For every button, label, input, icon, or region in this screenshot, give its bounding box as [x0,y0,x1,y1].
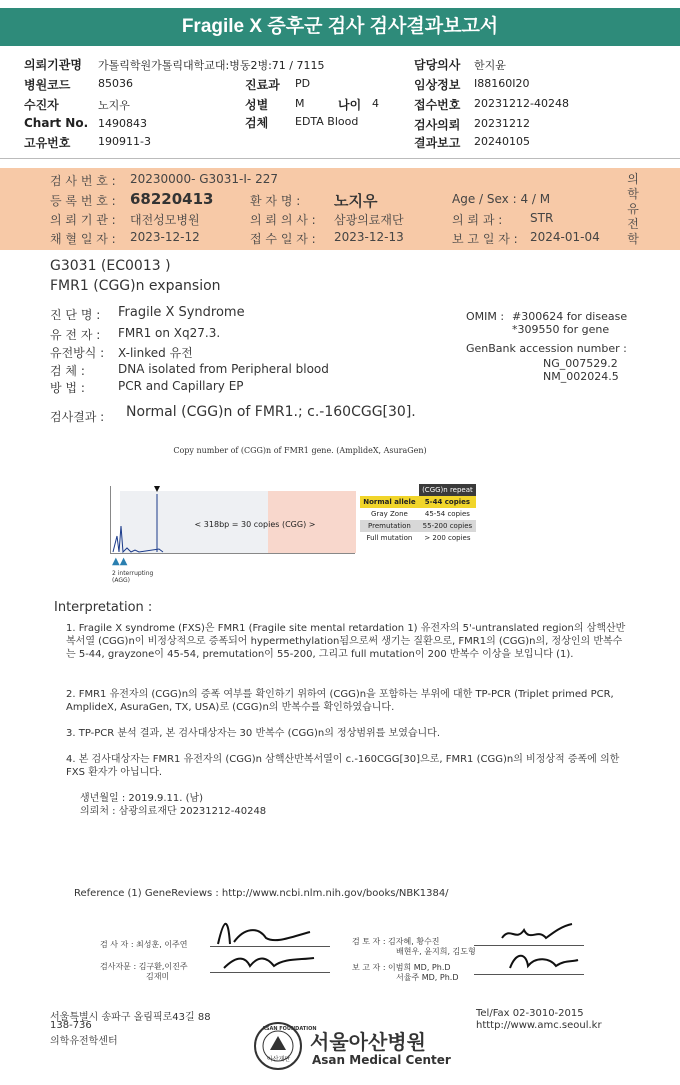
patient-band [0,168,680,250]
dept-label: 진료과 [245,78,280,92]
recipient-value: 노지우 [98,99,130,112]
seal-inner: 아산재단 [267,1056,291,1063]
tester: 검 사 자 : 최성훈, 이주연 [100,940,188,949]
copy-box-label: < 318bp = 30 copies (CGG) > [194,520,316,529]
figure-caption: Copy number of (CGG)n of FMR1 gene. (AmplideX, AsuraGen) [173,446,427,455]
sex-label: 성별 [245,98,269,112]
gene-label: 유 전 자 : [50,328,101,342]
address3: 의학유전학센터 [50,1036,118,1047]
omim-label: OMIM : [466,310,505,323]
test-code: G3031 (EC0013 ) [50,258,171,274]
test-no-value: 20230000- G3031-I- 227 [130,172,278,186]
repeat-header: (CGG)n repeat [419,484,476,496]
band-report-value: 2024-01-04 [530,230,600,244]
reference: Reference (1) GeneReviews : http://www.ncbi.nlm.nih.gov/books/NBK1384/ [74,888,449,899]
chart-label: Chart No. [24,116,89,130]
row-normal-copies: 5-44 copies [419,496,476,508]
sex-value: M [295,97,305,110]
request-label: 검사의뢰 [414,118,461,132]
row-full-copies: > 200 copies [424,534,471,542]
test-no-label: 검 사 번 호 : [50,174,116,188]
interrupt-arrows-icon: ▲▲ [112,556,128,567]
reg-no-label: 등 록 번 호 : [50,194,116,208]
tel-fax: Tel/Fax 02-3010-2015 [476,1008,584,1019]
interp-p1: 1. Fragile X syndrome (FXS)은 FMR1 (Fragile site mental retardation 1) 유전자의 5'-untranslated region의 삼핵산반복서열 (CGG)n이 비정상적으로 증폭되어 hypermethylation됨으로써 생기는 질환으로, FMR1의 (CGG)n의, 정상인의 반복수는 5-44, grayzone이 45-54, premutation이 55-200, 그리고 full mutation이 200 반복수 이상을 보입니다 (1). [66,623,626,660]
interrupt-label: 2 interrupting (AGG) [112,570,154,584]
req-doc-value: 삼광의료재단 [334,213,404,227]
dx-label: 진 단 명 : [50,308,101,322]
advisor2: 김재미 [146,972,170,981]
test-name: FMR1 (CGG)n expansion [50,278,221,294]
dept-value: PD [295,77,311,90]
clinical-value: I88160I20 [474,77,530,90]
dob: 생년월일 : 2019.9.11. (남) [80,793,204,804]
row-premutation-name: Premutation [360,520,419,532]
age-sex: Age / Sex : 4 / M [452,192,551,206]
interpretation-heading: Interpretation : [54,600,153,615]
tester-signature [214,908,324,978]
interp-p4: 4. 본 검사대상자는 FMR1 유전자의 (CGG)n 삼핵산반복서열이 c.-160CGG[30]으로, FMR1 (CGG)n의 비정상적 증폭에 의한 FXS 환자가 아닙니다. [66,754,620,778]
patient-value: 노지우 [334,192,378,210]
recipient-label: 수진자 [24,98,59,112]
interp-p3: 3. TP-PCR 분석 결과, 본 검사대상자는 30 반복수 (CGG)n의 정상범위를 보였습니다. [66,728,441,739]
chart-value: 1490843 [98,117,147,130]
reg-no-value: 68220413 [130,190,214,208]
logo-korean: 서울아산병원 [310,1030,426,1054]
row-normal-name: Normal allele [360,496,419,508]
gene-value: FMR1 on Xq27.3. [118,326,221,340]
receipt-value: 20231212-40248 [474,97,569,110]
inherit-value: X-linked 유전 [118,346,193,360]
recv-value: 2023-12-13 [334,230,404,244]
logo-english: Asan Medical Center [312,1053,451,1067]
institution-label: 의뢰기관명 [24,58,82,72]
req-dept-label: 의 뢰 과 : [452,213,503,227]
patient-label: 환 자 명 : [250,194,301,208]
req-inst-value: 대전성모병원 [130,213,200,227]
specimen-label: 검체 [245,116,269,130]
band-report-label: 보 고 일 자 : [452,232,518,246]
spec-value: DNA isolated from Peripheral blood [118,362,329,376]
unique-value: 190911-3 [98,135,151,148]
method-value: PCR and Capillary EP [118,379,244,393]
side-label: 의 학 유 전 학 [627,172,639,246]
genbank-label: GenBank accession number : [466,342,627,355]
address2: 138-736 [50,1020,92,1031]
repeat-table [360,484,476,544]
asan-foundation-seal [254,1022,317,1070]
reviewer-signature [496,912,586,976]
reviewer2: 배현우, 윤지희, 김도형 [396,947,476,956]
seal-text: ASAN FOUNDATION [262,1026,317,1032]
draw-value: 2023-12-12 [130,230,200,244]
result-label: 검사결과 : [50,410,105,424]
age-value: 4 [372,97,379,110]
reviewer1: 검 토 자 : 김자혜, 황수진 [352,937,440,946]
omim-disease: #300624 for disease [512,310,628,323]
ref-org: 의뢰처 : 삼광의료재단 20231212-40248 [80,806,267,817]
omim-gene: *309550 for gene [512,323,610,336]
reporter1: 보 고 자 : 이범희 MD, Ph.D [352,963,451,972]
age-label: 나이 [338,98,362,112]
header-divider [0,158,680,159]
request-value: 20231212 [474,117,530,130]
req-doc-label: 의 뢰 의 사 : [250,213,316,227]
report-label: 결과보고 [414,136,461,150]
spec-label: 검 체 : [50,364,85,378]
address1: 서울특별시 송파구 올림픽로43길 88 [50,1012,211,1023]
draw-label: 채 혈 일 자 : [50,232,116,246]
website: htttp://www.amc.seoul.kr [476,1020,602,1031]
interp-p2: 2. FMR1 유전자의 (CGG)n의 증폭 여부를 확인하기 위하여 (CGG)n을 포함하는 부위에 대한 TP-PCR (Triplet primed PCR, AmplideX, AsuraGen, TX, USA)로 (CGG)n의 반복수를 확인하였습니다. [66,689,614,713]
row-premutation-copies: 55-200 copies [419,520,476,532]
doctor-label: 담당의사 [414,58,461,72]
hospital-code-value: 85036 [98,77,133,90]
result-value: Normal (CGG)n of FMR1.; c.-160CGG[30]. [126,404,416,420]
row-gray-name: Gray Zone [371,510,408,518]
genbank-nm: NM_002024.5 [543,370,619,383]
recv-label: 접 수 일 자 : [250,232,316,246]
req-dept-value: STR [530,211,554,225]
doctor-value: 한지윤 [474,59,506,72]
reporter2: 서율주 MD, Ph.D [396,973,459,982]
req-inst-label: 의 뢰 기 관 : [50,213,116,227]
row-full-name: Full mutation [366,534,413,542]
row-gray-copies: 45-54 copies [424,510,470,518]
hospital-code-label: 병원코드 [24,78,71,92]
inherit-label: 유전방식 : [50,346,105,360]
report-title: Fragile X 증후군 검사 검사결과보고서 [0,8,680,46]
clinical-label: 임상정보 [414,78,461,92]
institution-value: 가톨릭학원가톨릭대학교대:병동2병:71 / 7115 [98,59,325,72]
report-value: 20240105 [474,135,530,148]
advisor1: 검사자문 : 김구환,이진주 [100,962,188,971]
specimen-value: EDTA Blood [295,115,359,128]
dx-value: Fragile X Syndrome [118,305,245,320]
method-label: 방 법 : [50,381,85,395]
genbank-ng: NG_007529.2 [543,357,618,370]
receipt-label: 접수번호 [414,98,461,112]
unique-label: 고유번호 [24,136,71,150]
